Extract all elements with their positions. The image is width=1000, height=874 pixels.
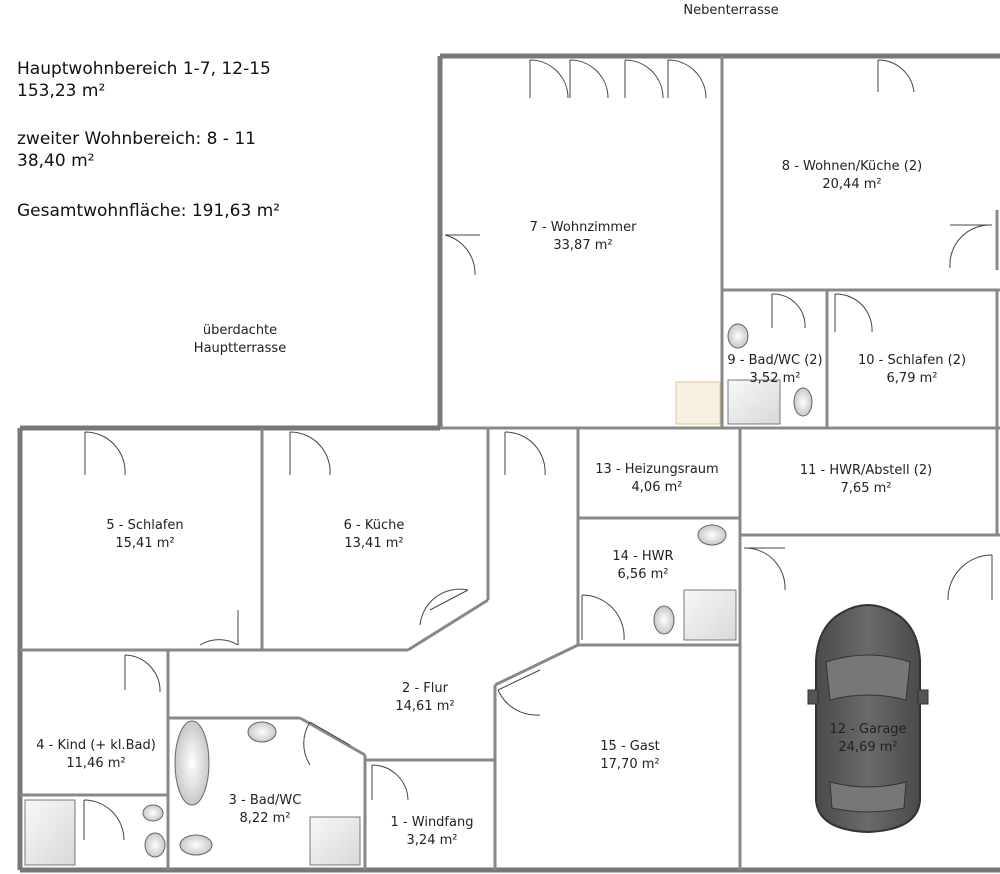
room-area: 3,24 m² (406, 833, 458, 848)
room-label-windfang (391, 814, 474, 850)
room-area: 3,52 m² (749, 371, 801, 386)
room-name: 3 - Bad/WC (228, 793, 302, 808)
total-area-label: Gesamtwohnfläche: 191,63 m² (17, 201, 281, 221)
room-area: 20,44 m² (822, 177, 882, 192)
main-area-value: 153,23 m² (17, 81, 106, 101)
room-label-schlafen-2 (858, 352, 966, 388)
main-terrace-line2: Hauptterrasse (193, 341, 287, 356)
door-swing (570, 60, 608, 98)
room-area: 14,61 m² (395, 699, 455, 714)
sink-icon (180, 835, 212, 855)
room-label-wohnzimmer (530, 219, 637, 255)
room-label-flur (395, 680, 454, 716)
door-swing (445, 235, 480, 275)
sink-icon (248, 722, 276, 742)
sink-icon (698, 525, 726, 545)
sink-icon (728, 324, 748, 348)
second-area-value: 38,40 m² (17, 151, 95, 171)
door-swing (582, 595, 624, 640)
room-name: 8 - Wohnen/Küche (2) (781, 159, 923, 174)
door-swing (84, 800, 124, 840)
door-swing (948, 555, 992, 600)
room-name: 5 - Schlafen (106, 518, 184, 533)
toilet-icon (794, 388, 812, 416)
window-highlight (676, 382, 720, 424)
shower-tray-icon (310, 817, 360, 865)
shower-tray-icon (25, 800, 75, 865)
door-swing (290, 432, 330, 475)
room-label-hwr (612, 548, 673, 584)
door-swing (372, 765, 408, 800)
room-area: 4,06 m² (631, 480, 683, 495)
door-swing (668, 60, 706, 98)
room-area: 15,41 m² (115, 536, 175, 551)
door-swing (125, 655, 160, 692)
room-name: 13 - Heizungsraum (595, 462, 719, 477)
toilet-icon (654, 606, 674, 634)
bathtub-icon (175, 721, 209, 805)
room-area: 33,87 m² (553, 238, 613, 253)
room-area: 17,70 m² (600, 757, 660, 772)
room-area: 11,46 m² (66, 756, 126, 771)
room-label-schlafen (106, 517, 183, 553)
sink-icon (145, 833, 165, 857)
room-name: 15 - Gast (600, 739, 660, 754)
room-label-kind (36, 737, 156, 773)
room-label-wohnen-kueche (782, 158, 922, 194)
door-swing (498, 670, 540, 715)
car-icon (808, 605, 928, 832)
room-area: 6,56 m² (617, 567, 669, 582)
room-name: 14 - HWR (612, 549, 674, 564)
room-label-hwr-abstell (800, 462, 932, 498)
door-swing (950, 225, 992, 268)
room-name: 12 - Garage (829, 722, 907, 737)
toilet-icon (143, 805, 163, 821)
main-area-label: Hauptwohnbereich 1-7, 12-15 (17, 59, 271, 79)
room-area: 7,65 m² (840, 481, 892, 496)
room-name: 6 - Küche (343, 518, 405, 533)
room-name: 9 - Bad/WC (2) (727, 353, 823, 368)
door-swing (420, 589, 468, 625)
room-area: 8,22 m² (239, 811, 291, 826)
door-swing (744, 548, 785, 590)
second-area-label: zweiter Wohnbereich: 8 - 11 (17, 129, 256, 149)
room-area: 6,79 m² (886, 371, 938, 386)
room-label-garage (829, 721, 906, 757)
room-name: 7 - Wohnzimmer (529, 220, 637, 235)
door-swing (200, 610, 238, 645)
side-terrace-label: Nebenterrasse (683, 3, 779, 18)
room-label-gast (600, 738, 659, 774)
door-swing (878, 60, 914, 92)
door-swing (530, 60, 568, 98)
room-label-bad (229, 792, 302, 828)
door-swing (835, 294, 872, 332)
room-area: 24,69 m² (838, 740, 898, 755)
room-label-bad-2 (727, 352, 822, 388)
shower-tray-icon (684, 590, 736, 640)
door-swing (772, 294, 805, 328)
room-name: 1 - Windfang (390, 815, 474, 830)
door-swing (625, 60, 663, 98)
fixtures (25, 324, 812, 865)
door-swing (505, 432, 545, 475)
room-area: 13,41 m² (344, 536, 404, 551)
room-label-heizungsraum (595, 461, 718, 497)
door-swing (85, 432, 125, 475)
main-terrace-label (194, 322, 286, 358)
room-name: 11 - HWR/Abstell (2) (799, 463, 933, 478)
room-name: 2 - Flur (402, 681, 448, 696)
main-terrace-line1: überdachte (202, 323, 278, 338)
room-name: 10 - Schlafen (2) (857, 353, 967, 368)
room-label-kueche (344, 517, 405, 553)
room-name: 4 - Kind (+ kl.Bad) (36, 738, 156, 753)
